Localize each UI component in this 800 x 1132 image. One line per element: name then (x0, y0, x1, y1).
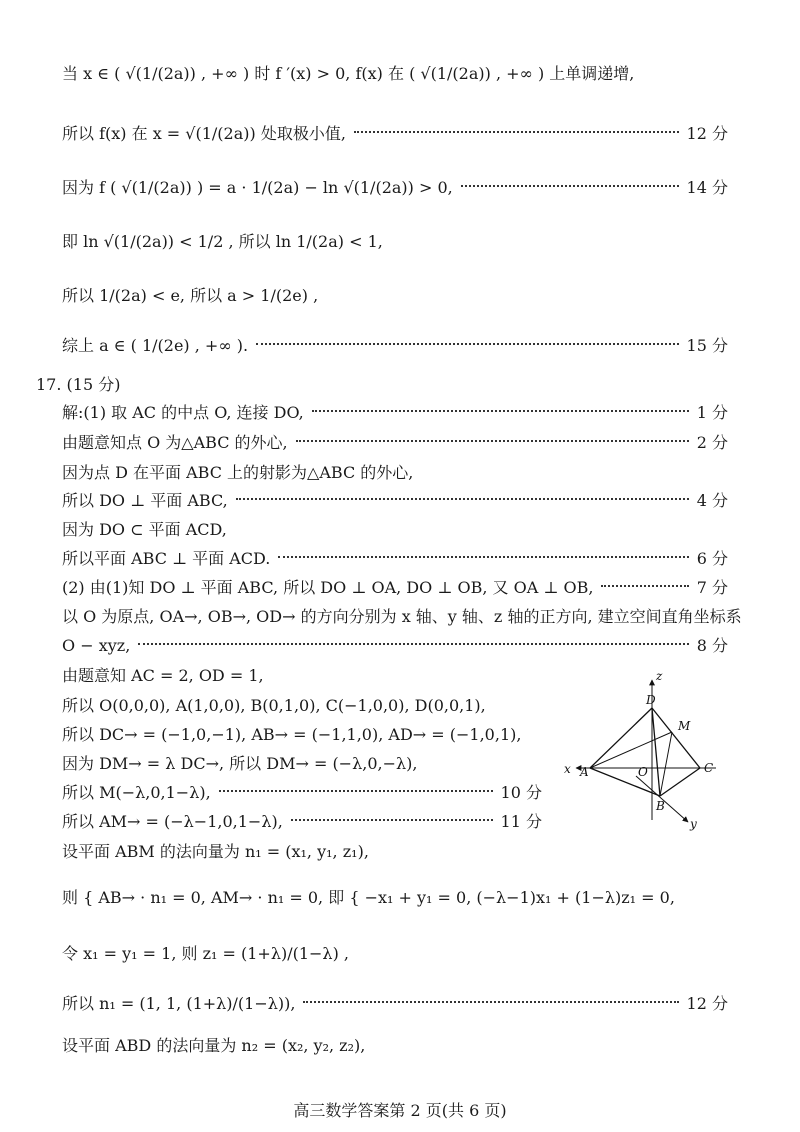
edge-DA (590, 708, 652, 768)
line-a-bound: 所以 1/(2a) < e, 所以 a > 1/(2e) , (62, 286, 319, 305)
solution-line: 所以 O(0,0,0), A(1,0,0), B(0,1,0), C(−1,0,0), D(0,0,1), (62, 696, 486, 715)
score: 12 分 (686, 994, 728, 1013)
edge-BC (660, 768, 700, 796)
score: 2 分 (696, 433, 728, 452)
line-conclusion: 综上 a ∈ ( 1/(2e) , +∞ ). 15 分 (62, 336, 728, 355)
score: 8 分 (696, 636, 728, 655)
solution-line: 因为 DM→ = λ DC→, 所以 DM→ = (−λ,0,−λ), (62, 754, 418, 773)
solution-line: 解:(1) 取 AC 的中点 O, 连接 DO, 1 分 (62, 403, 728, 422)
label-z: z (656, 669, 663, 683)
label-O: O (638, 765, 648, 779)
label-M: M (678, 719, 691, 733)
solution-line: 所以 DO ⊥ 平面 ABC, 4 分 (62, 491, 728, 510)
solution-line: 设平面 ABD 的法向量为 n₂ = (x₂, y₂, z₂), (62, 1036, 366, 1055)
line-fvalue: 因为 f ( √(1/(2a)) ) = a · 1/(2a) − ln √(1/(2a)) > 0, 14 分 (62, 178, 728, 197)
page-footer: 高三数学答案第 2 页(共 6 页) (293, 1101, 507, 1120)
solution-line: 所以 DC→ = (−1,0,−1), AB→ = (−1,1,0), AD→ = (−1,0,1), (62, 725, 522, 744)
label-C: C (704, 761, 714, 775)
label-y: y (690, 817, 697, 831)
label-D: D (646, 693, 656, 707)
solution-line: 以 O 为原点, OA→, OB→, OD→ 的方向分别为 x 轴、y 轴、z 轴的正方向, 建立空间直角坐标系 (62, 607, 742, 626)
score: 6 分 (696, 549, 728, 568)
score: 7 分 (696, 578, 728, 597)
solution-line: 令 x₁ = y₁ = 1, 则 z₁ = (1+λ)/(1−λ) , (62, 944, 349, 963)
score: 10 分 (500, 783, 542, 802)
tetrahedron-figure (556, 668, 732, 836)
solution-line: (2) 由(1)知 DO ⊥ 平面 ABC, 所以 DO ⊥ OA, DO ⊥ OB, 又 OA ⊥ OB, 7 分 (62, 578, 728, 597)
score: 4 分 (696, 491, 728, 510)
solution-line: 所以 AM→ = (−λ−1,0,1−λ), 11 分 (62, 812, 542, 831)
solution-line: 所以 n₁ = (1, 1, (1+λ)/(1−λ)), 12 分 (62, 994, 728, 1013)
solution-line: 由题意知 AC = 2, OD = 1, (62, 666, 264, 685)
line-min-value: 所以 f(x) 在 x = √(1/(2a)) 处取极小值, 12 分 (62, 124, 728, 143)
line-monotonic: 当 x ∈ ( √(1/(2a)) , +∞ ) 时 f ′(x) > 0, f(x) 在 ( √(1/(2a)) , +∞ ) 上单调递增, (62, 64, 635, 83)
score: 11 分 (500, 812, 542, 831)
solution-line: 所以 M(−λ,0,1−λ), 10 分 (62, 783, 542, 802)
segment-BM (660, 732, 672, 796)
edge-DB (652, 708, 660, 796)
solution-line: 则 { AB→ · n₁ = 0, AM→ · n₁ = 0, 即 { −x₁ + y₁ = 0, (−λ−1)x₁ + (1−λ)z₁ = 0, (62, 888, 675, 907)
solution-line: 因为 DO ⊂ 平面 ACD, (62, 520, 227, 539)
label-x: x (564, 762, 571, 776)
solution-line: 所以平面 ABC ⊥ 平面 ACD. 6 分 (62, 549, 728, 568)
label-A: A (580, 765, 589, 779)
figure-svg (556, 668, 732, 836)
solution-line: 由题意知点 O 为△ABC 的外心, 2 分 (62, 433, 728, 452)
solution-line: 设平面 ABM 的法向量为 n₁ = (x₁, y₁, z₁), (62, 842, 369, 861)
solution-line: O − xyz, 8 分 (62, 636, 728, 655)
edge-AB (590, 768, 660, 796)
score: 1 分 (696, 403, 728, 422)
line-ln-ineq: 即 ln √(1/(2a)) < 1/2 , 所以 ln 1/(2a) < 1, (62, 232, 383, 251)
score: 15 分 (686, 336, 728, 355)
score: 14 分 (686, 178, 728, 197)
score: 12 分 (686, 124, 728, 143)
segment-AM (590, 732, 672, 768)
label-B: B (656, 799, 665, 813)
question-number: 17. (15 分) (36, 375, 121, 394)
solution-line: 因为点 D 在平面 ABC 上的射影为△ABC 的外心, (62, 463, 414, 482)
